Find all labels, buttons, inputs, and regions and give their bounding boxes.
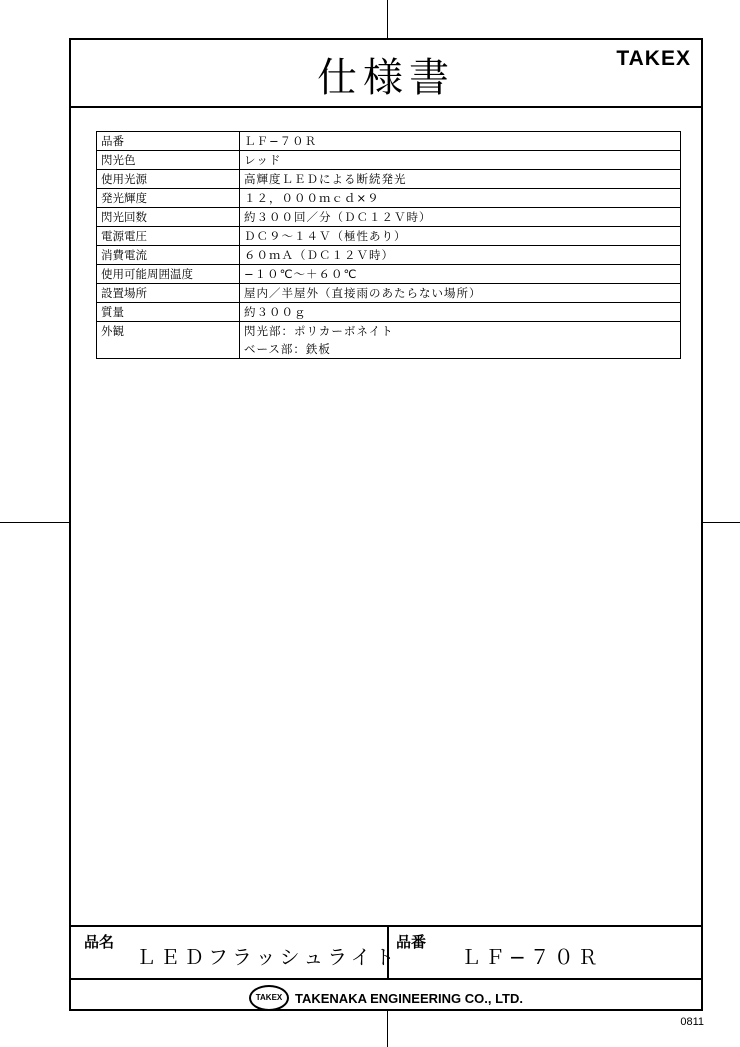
header-divider — [71, 106, 701, 108]
product-name-label: 品名 — [84, 933, 115, 951]
spec-row — [97, 303, 681, 322]
spec-row — [97, 208, 681, 227]
spec-value-line: レッド — [244, 153, 282, 167]
spec-label: 消費電流 — [97, 246, 240, 265]
product-number-label: 品番 — [396, 933, 427, 951]
spec-label: 質量 — [97, 303, 240, 322]
spec-row — [97, 227, 681, 246]
spec-row — [97, 132, 681, 151]
product-name-value: ＬＥＤフラッシュライト — [136, 945, 399, 969]
spec-table — [96, 131, 681, 359]
spec-value-line: ６０ｍＡ（ＤＣ１２Ｖ時） — [244, 248, 394, 262]
spec-value-line: ＤＣ９〜１４Ｖ（極性あり） — [244, 229, 407, 243]
page-title: 仕様書 — [317, 55, 455, 101]
spec-value — [240, 208, 681, 227]
spec-label: 電源電圧 — [97, 227, 240, 246]
company-name: TAKENAKA ENGINEERING CO., LTD. — [295, 990, 523, 1006]
spec-label: 使用光源 — [97, 170, 240, 189]
spec-row — [97, 322, 681, 359]
spec-value — [240, 151, 681, 170]
spec-row — [97, 284, 681, 303]
spec-row — [97, 170, 681, 189]
spec-sheet — [69, 38, 703, 1011]
brand-logo: TAKEX — [616, 47, 691, 70]
spec-value-line: 高輝度ＬＥＤによる断続発光 — [244, 172, 407, 186]
spec-value — [240, 246, 681, 265]
spec-value — [240, 265, 681, 284]
spec-value — [240, 322, 681, 359]
spec-label: 使用可能周囲温度 — [97, 265, 240, 284]
spec-label: 発光輝度 — [97, 189, 240, 208]
footer-divider-top — [71, 925, 701, 927]
crop-mark-bottom — [387, 1011, 388, 1047]
crop-mark-right — [703, 522, 740, 523]
product-number-value: ＬＦ−７０Ｒ — [461, 945, 602, 969]
spec-label: 閃光回数 — [97, 208, 240, 227]
spec-row — [97, 151, 681, 170]
spec-label: 外観 — [97, 322, 240, 359]
spec-value — [240, 303, 681, 322]
document-code: 0811 — [680, 1016, 704, 1028]
spec-value-line: 屋内／半屋外（直接雨のあたらない場所） — [244, 286, 482, 300]
spec-row — [97, 246, 681, 265]
crop-mark-left — [0, 522, 69, 523]
footer-divider-bottom — [71, 978, 701, 980]
spec-value-line: 閃光部：ポリカーボネイト — [244, 324, 394, 338]
spec-value-line: 約３００回／分（ＤＣ１２Ｖ時） — [244, 210, 432, 224]
spec-label: 閃光色 — [97, 151, 240, 170]
spec-row — [97, 265, 681, 284]
spec-value-line: ベース部：鉄板 — [244, 342, 331, 356]
spec-value-line: −１０℃〜＋６０℃ — [244, 267, 358, 281]
spec-value-line: ＬＦ−７０Ｒ — [244, 134, 318, 148]
spec-value — [240, 284, 681, 303]
spec-label: 品番 — [97, 132, 240, 151]
spec-label: 設置場所 — [97, 284, 240, 303]
spec-value — [240, 170, 681, 189]
crop-mark-top — [387, 0, 388, 38]
spec-value — [240, 189, 681, 208]
spec-value — [240, 227, 681, 246]
spec-value — [240, 132, 681, 151]
spec-row — [97, 189, 681, 208]
company-badge-logo: TAKEX — [249, 985, 289, 1011]
spec-value-line: １２，０００ｍｃｄ×９ — [244, 191, 380, 205]
company-line — [71, 985, 701, 1011]
spec-value-line: 約３００ｇ — [244, 305, 307, 319]
